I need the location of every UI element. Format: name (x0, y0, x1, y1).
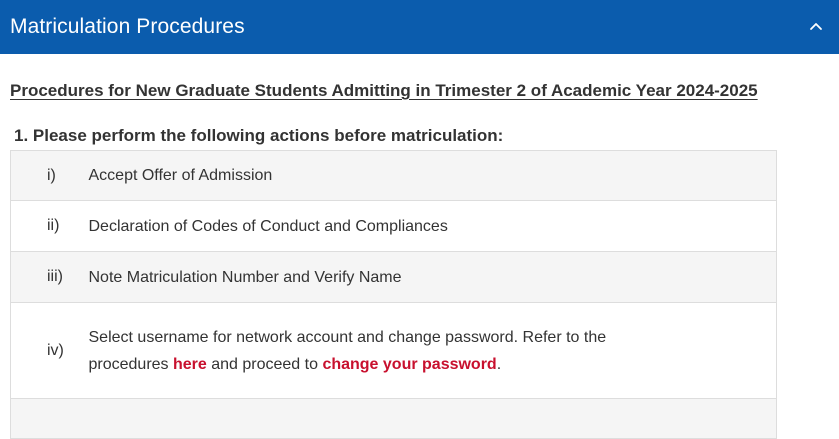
table-row (11, 252, 777, 303)
step-text (89, 303, 777, 399)
table-row (11, 303, 777, 399)
accordion-title: Matriculation Procedures (10, 15, 245, 38)
step-number: ii) (11, 201, 89, 252)
step-text-middle: and proceed to (206, 355, 323, 373)
step-number: i) (11, 151, 89, 201)
step-number (11, 399, 89, 439)
step-text (89, 399, 777, 439)
section-heading: Procedures for New Graduate Students Admitting in Trimester 2 of Academic Year 2024-2025 (10, 81, 758, 100)
change-password-link[interactable]: change your password (322, 355, 497, 373)
step-text: Accept Offer of Admission (89, 151, 777, 201)
step-text-line1: Select username for network account and change password. Refer to the (88, 328, 607, 346)
step-text: Declaration of Codes of Conduct and Compliances (89, 201, 777, 252)
step-number: iv) (11, 303, 89, 399)
table-row (11, 399, 777, 439)
table-row (11, 201, 777, 252)
step-text-suffix: . (496, 355, 502, 373)
chevron-up-icon[interactable] (807, 18, 825, 36)
step-text-prefix: procedures (88, 355, 173, 373)
step-text: Note Matriculation Number and Verify Name (89, 252, 777, 303)
step-number: iii) (11, 252, 89, 303)
steps-table (10, 150, 777, 439)
procedures-here-link[interactable]: here (173, 355, 207, 373)
step-heading: 1. Please perform the following actions before matriculation: (14, 126, 504, 145)
table-row (11, 151, 777, 201)
accordion-header[interactable] (0, 0, 839, 54)
